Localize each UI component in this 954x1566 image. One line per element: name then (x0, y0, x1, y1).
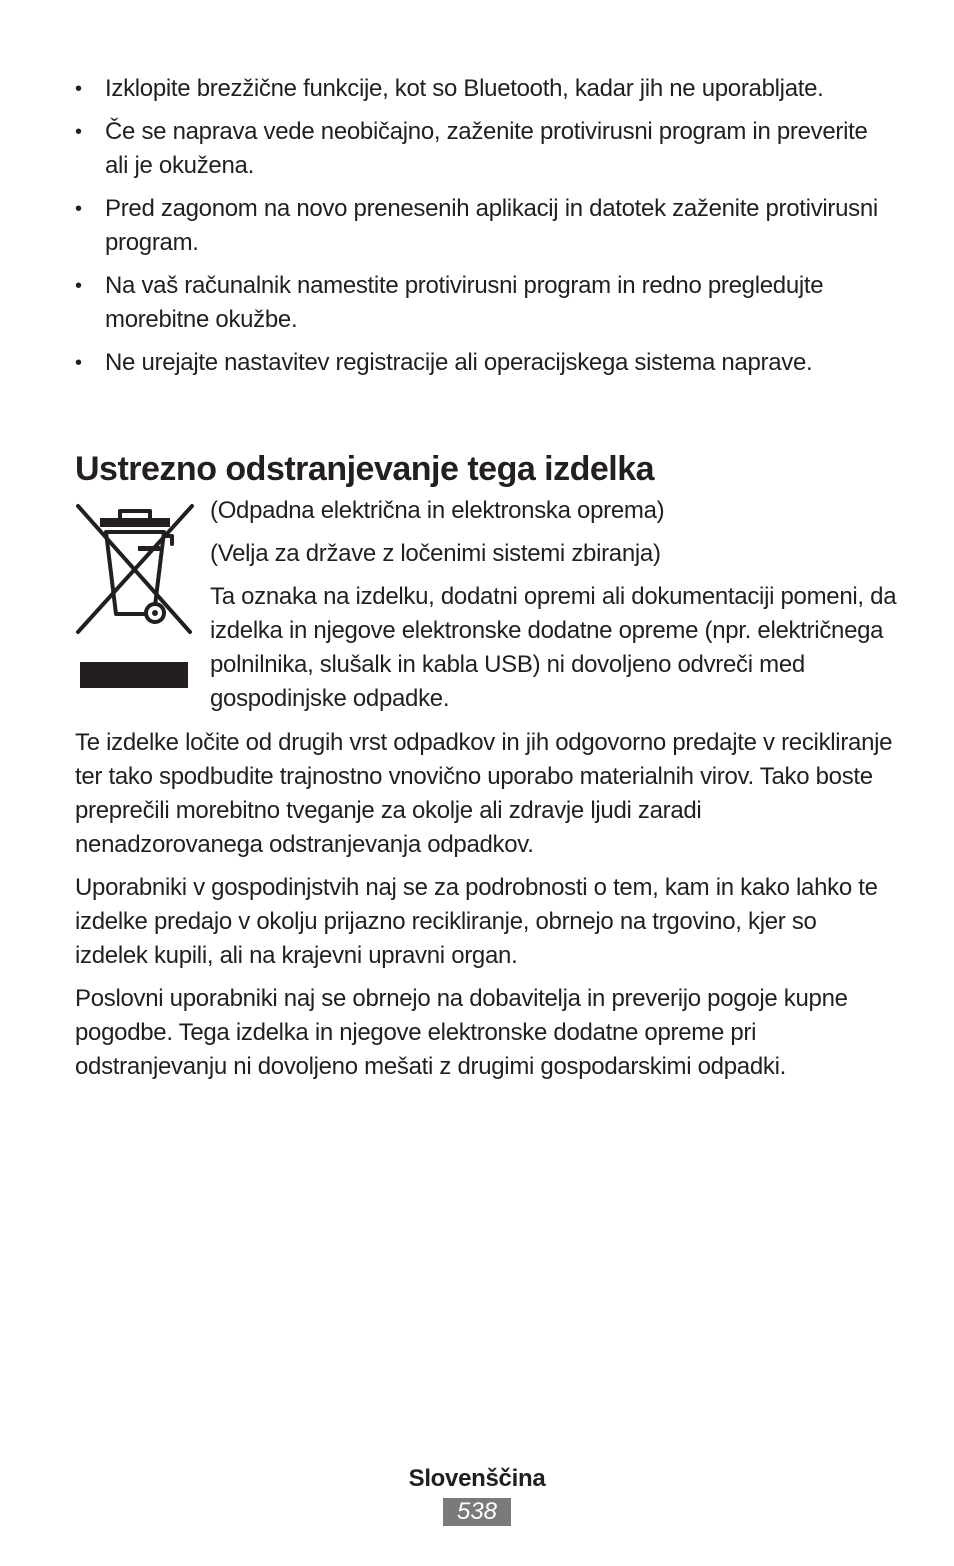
bullet-icon: • (75, 275, 82, 297)
bullet-icon: • (75, 198, 82, 220)
body-paragraph: Poslovni uporabniki naj se obrnejo na dobavitelja in preverijo pogoje kupne pogodbe. Tega izdelka in njegove elektronske dodatne opreme pri odstranjevanju ni dovoljeno mešati z drugimi gospodarskimi odpadki. (75, 985, 848, 1080)
list-item (75, 115, 895, 183)
bullet-icon: • (75, 352, 82, 374)
list-item-text: Če se naprava vede neobičajno, zaženite protivirusni program in preverite ali je okužena. (105, 118, 868, 179)
footer-language: Slovenščina (408, 1465, 546, 1492)
list-item (75, 346, 895, 380)
security-tips-list (75, 72, 895, 389)
list-item (75, 72, 895, 106)
weee-paragraph: (Velja za države z ločenimi sistemi zbiranja) (210, 540, 661, 567)
list-item-text: Ne urejajte nastavitev registracije ali operacijskega sistema naprave. (105, 349, 813, 376)
disposal-body (75, 726, 895, 1093)
page-number: 538 (443, 1498, 511, 1526)
list-item-text: Na vaš računalnik namestite protivirusni program in redno pregledujte morebitne okužbe. (105, 272, 824, 333)
weee-paragraph: (Odpadna električna in elektronska oprema) (210, 497, 665, 524)
bullet-icon: • (75, 78, 82, 100)
body-paragraph: Uporabniki v gospodinjstvih naj se za podrobnosti o tem, kam in kako lahko te izdelke predajo v okolju prijazno recikliranje, obrnejo na trgovino, kjer so izdelek kupili, ali na krajevni upravni organ. (75, 874, 878, 969)
list-item-text: Pred zagonom na novo prenesenih aplikacij in datotek zaženite protivirusni program. (105, 195, 878, 256)
list-item (75, 192, 895, 260)
list-item-text: Izklopite brezžične funkcije, kot so Bluetooth, kadar jih ne uporabljate. (105, 75, 824, 102)
section-title: Ustrezno odstranjevanje tega izdelka (75, 450, 655, 488)
page-footer (0, 1462, 954, 1526)
weee-description (210, 494, 900, 725)
weee-paragraph: Ta oznaka na izdelku, dodatni opremi ali dokumentaciji pomeni, da izdelka in njegove elektronske dodatne opreme (npr. električnega polnilnika, slušalk in kabla USB) ni dovoljeno odvreči med gospodinjske odpadke. (210, 583, 897, 712)
body-paragraph: Te izdelke ločite od drugih vrst odpadkov in jih odgovorno predajte v recikliranje ter tako spodbudite trajnostno vnovično uporabo materialnih virov. Tako boste preprečili morebitno tveganje za okolje ali zdravje ljudi zaradi nenadzorovanega odstranjevanja odpadkov. (75, 729, 893, 858)
list-item (75, 269, 895, 337)
bullet-icon: • (75, 121, 82, 143)
weee-crossed-out-bin-icon (72, 498, 198, 692)
